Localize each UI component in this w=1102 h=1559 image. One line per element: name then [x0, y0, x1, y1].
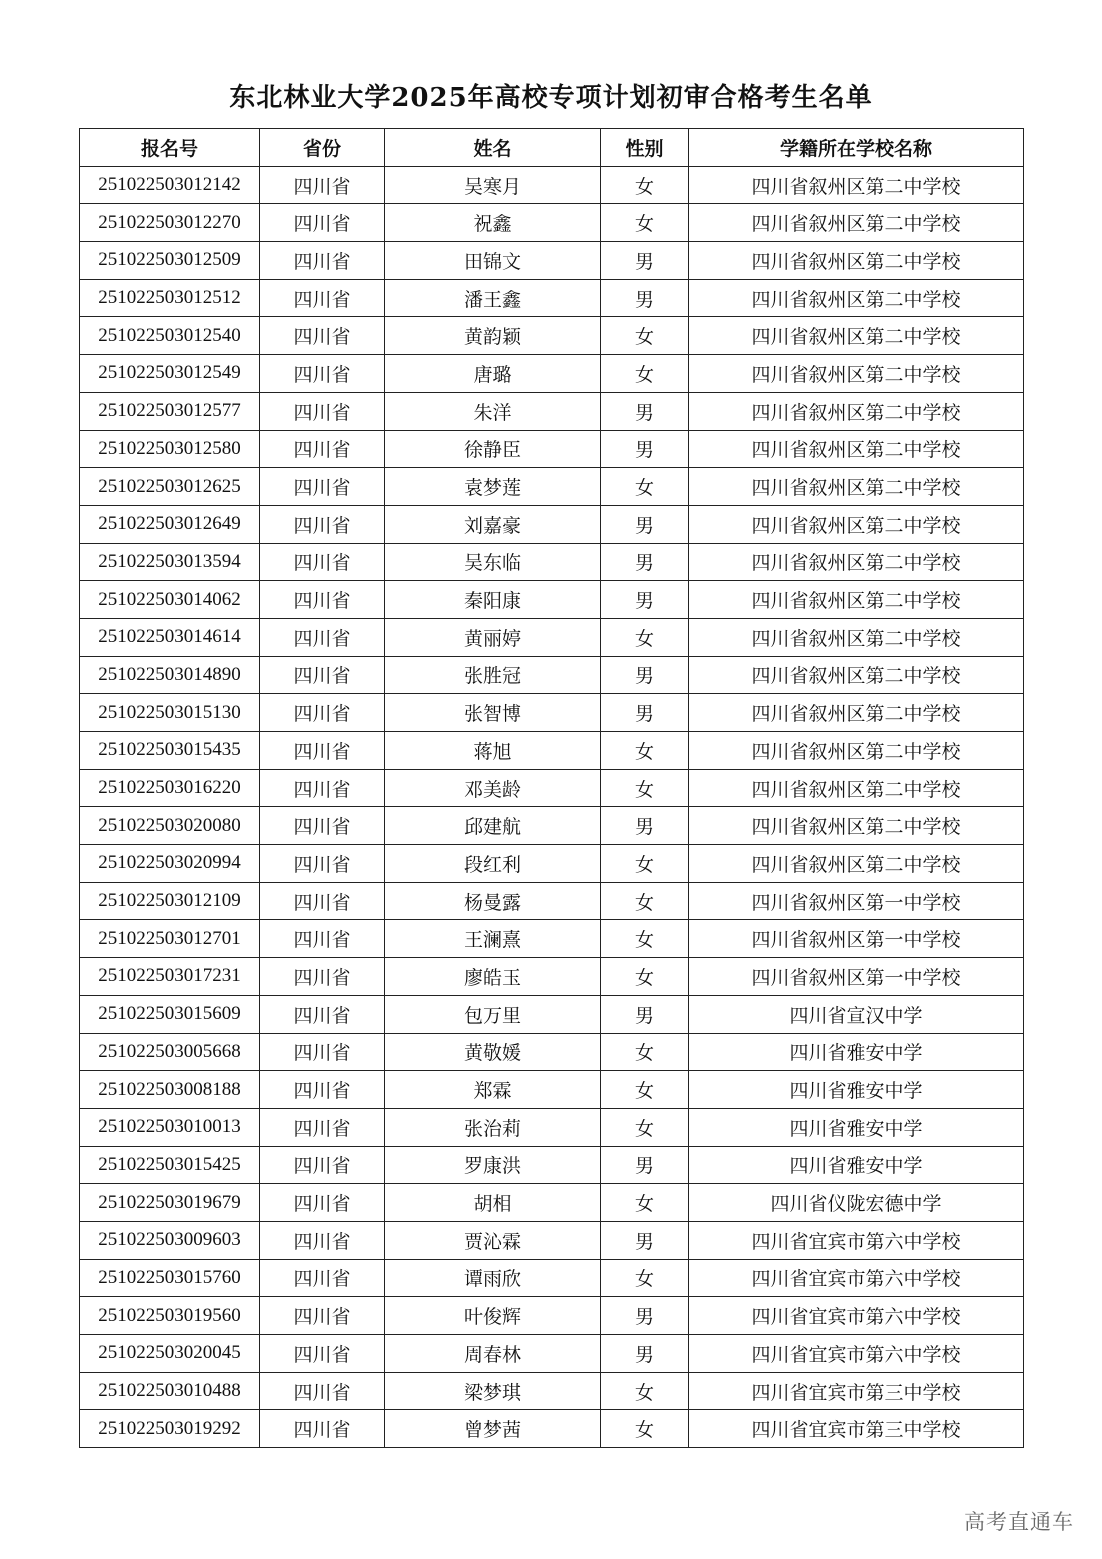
cell-registration-number: 251022503012649	[80, 505, 260, 543]
cell-name: 王澜熹	[385, 920, 601, 958]
cell-name: 邓美龄	[385, 769, 601, 807]
table-row	[80, 845, 1024, 883]
cell-registration-number: 251022503012109	[80, 882, 260, 920]
cell-school-name: 四川省雅安中学	[689, 1108, 1024, 1146]
cell-province: 四川省	[260, 317, 385, 355]
table-row	[80, 958, 1024, 996]
table-row	[80, 1033, 1024, 1071]
cell-name: 段红利	[385, 845, 601, 883]
cell-school-name: 四川省宜宾市第三中学校	[689, 1410, 1024, 1448]
cell-registration-number: 251022503015760	[80, 1259, 260, 1297]
cell-province: 四川省	[260, 1410, 385, 1448]
cell-gender: 男	[601, 1221, 689, 1259]
page-title: 东北林业大学2025年高校专项计划初审合格考生名单	[229, 83, 873, 113]
table-row	[80, 732, 1024, 770]
cell-gender: 女	[601, 732, 689, 770]
cell-province: 四川省	[260, 505, 385, 543]
cell-gender: 女	[601, 1372, 689, 1410]
cell-name: 徐静臣	[385, 430, 601, 468]
cell-registration-number: 251022503009603	[80, 1221, 260, 1259]
cell-province: 四川省	[260, 1372, 385, 1410]
cell-school-name: 四川省叙州区第二中学校	[689, 505, 1024, 543]
table-row	[80, 882, 1024, 920]
cell-gender: 女	[601, 1410, 689, 1448]
cell-gender: 男	[601, 995, 689, 1033]
cell-name: 胡相	[385, 1184, 601, 1222]
cell-gender: 女	[601, 618, 689, 656]
cell-school-name: 四川省叙州区第二中学校	[689, 392, 1024, 430]
cell-school-name: 四川省叙州区第二中学校	[689, 845, 1024, 883]
table-row	[80, 355, 1024, 393]
cell-school-name: 四川省叙州区第二中学校	[689, 543, 1024, 581]
table-row	[80, 1259, 1024, 1297]
cell-registration-number: 251022503012580	[80, 430, 260, 468]
cell-gender: 男	[601, 543, 689, 581]
cell-gender: 女	[601, 958, 689, 996]
cell-name: 杨曼露	[385, 882, 601, 920]
cell-registration-number: 251022503020045	[80, 1335, 260, 1373]
header-name: 姓名	[385, 129, 601, 167]
cell-school-name: 四川省雅安中学	[689, 1033, 1024, 1071]
cell-registration-number: 251022503013594	[80, 543, 260, 581]
cell-registration-number: 251022503012270	[80, 204, 260, 242]
cell-registration-number: 251022503012577	[80, 392, 260, 430]
cell-school-name: 四川省宜宾市第六中学校	[689, 1259, 1024, 1297]
cell-name: 谭雨欣	[385, 1259, 601, 1297]
table-header-row	[80, 129, 1024, 167]
table-row	[80, 1221, 1024, 1259]
cell-province: 四川省	[260, 995, 385, 1033]
cell-school-name: 四川省叙州区第二中学校	[689, 618, 1024, 656]
table-row	[80, 1372, 1024, 1410]
cell-province: 四川省	[260, 1297, 385, 1335]
table-row	[80, 1146, 1024, 1184]
cell-registration-number: 251022503010013	[80, 1108, 260, 1146]
cell-school-name: 四川省叙州区第二中学校	[689, 807, 1024, 845]
cell-school-name: 四川省叙州区第二中学校	[689, 279, 1024, 317]
cell-school-name: 四川省叙州区第一中学校	[689, 958, 1024, 996]
cell-gender: 女	[601, 1071, 689, 1109]
table-row	[80, 279, 1024, 317]
cell-registration-number: 251022503008188	[80, 1071, 260, 1109]
table-row	[80, 242, 1024, 280]
candidate-table	[79, 128, 1024, 1448]
cell-province: 四川省	[260, 1108, 385, 1146]
table-row	[80, 807, 1024, 845]
cell-registration-number: 251022503017231	[80, 958, 260, 996]
cell-registration-number: 251022503010488	[80, 1372, 260, 1410]
cell-name: 朱洋	[385, 392, 601, 430]
cell-name: 蒋旭	[385, 732, 601, 770]
header-province: 省份	[260, 129, 385, 167]
cell-school-name: 四川省叙州区第二中学校	[689, 317, 1024, 355]
cell-school-name: 四川省叙州区第二中学校	[689, 769, 1024, 807]
cell-gender: 女	[601, 920, 689, 958]
table-row	[80, 1108, 1024, 1146]
cell-registration-number: 251022503012540	[80, 317, 260, 355]
cell-school-name: 四川省叙州区第二中学校	[689, 242, 1024, 280]
cell-school-name: 四川省宜宾市第三中学校	[689, 1372, 1024, 1410]
cell-school-name: 四川省叙州区第二中学校	[689, 694, 1024, 732]
cell-registration-number: 251022503015609	[80, 995, 260, 1033]
header-registration-number: 报名号	[80, 129, 260, 167]
cell-gender: 女	[601, 845, 689, 883]
cell-province: 四川省	[260, 1184, 385, 1222]
table-row	[80, 618, 1024, 656]
cell-registration-number: 251022503015435	[80, 732, 260, 770]
table-row	[80, 468, 1024, 506]
cell-gender: 女	[601, 769, 689, 807]
cell-name: 黄韵颖	[385, 317, 601, 355]
cell-gender: 男	[601, 392, 689, 430]
header-gender: 性别	[601, 129, 689, 167]
cell-school-name: 四川省宜宾市第六中学校	[689, 1221, 1024, 1259]
table-body	[80, 166, 1024, 1447]
cell-name: 田锦文	[385, 242, 601, 280]
cell-gender: 女	[601, 882, 689, 920]
cell-registration-number: 251022503012625	[80, 468, 260, 506]
table-row	[80, 543, 1024, 581]
cell-registration-number: 251022503014890	[80, 656, 260, 694]
cell-gender: 女	[601, 204, 689, 242]
cell-gender: 女	[601, 166, 689, 204]
cell-province: 四川省	[260, 845, 385, 883]
cell-school-name: 四川省叙州区第二中学校	[689, 430, 1024, 468]
cell-registration-number: 251022503014062	[80, 581, 260, 619]
cell-province: 四川省	[260, 355, 385, 393]
cell-province: 四川省	[260, 618, 385, 656]
cell-name: 吴寒月	[385, 166, 601, 204]
cell-school-name: 四川省宣汉中学	[689, 995, 1024, 1033]
table-row	[80, 1071, 1024, 1109]
cell-name: 祝鑫	[385, 204, 601, 242]
cell-registration-number: 251022503020994	[80, 845, 260, 883]
cell-name: 黄敬媛	[385, 1033, 601, 1071]
cell-province: 四川省	[260, 430, 385, 468]
cell-gender: 女	[601, 317, 689, 355]
cell-province: 四川省	[260, 204, 385, 242]
table-row	[80, 1184, 1024, 1222]
cell-province: 四川省	[260, 242, 385, 280]
cell-province: 四川省	[260, 769, 385, 807]
cell-school-name: 四川省宜宾市第六中学校	[689, 1297, 1024, 1335]
cell-name: 廖皓玉	[385, 958, 601, 996]
cell-school-name: 四川省叙州区第二中学校	[689, 581, 1024, 619]
cell-name: 潘王鑫	[385, 279, 601, 317]
cell-province: 四川省	[260, 920, 385, 958]
cell-registration-number: 251022503020080	[80, 807, 260, 845]
cell-name: 贾沁霖	[385, 1221, 601, 1259]
table-row	[80, 166, 1024, 204]
watermark-text: 高考直通车	[964, 1510, 1074, 1534]
table-row	[80, 204, 1024, 242]
cell-province: 四川省	[260, 581, 385, 619]
cell-name: 周春林	[385, 1335, 601, 1373]
cell-name: 包万里	[385, 995, 601, 1033]
cell-province: 四川省	[260, 1071, 385, 1109]
cell-registration-number: 251022503012512	[80, 279, 260, 317]
cell-gender: 男	[601, 1335, 689, 1373]
cell-registration-number: 251022503019292	[80, 1410, 260, 1448]
cell-gender: 男	[601, 505, 689, 543]
cell-gender: 男	[601, 656, 689, 694]
cell-name: 张治莉	[385, 1108, 601, 1146]
table-row	[80, 1335, 1024, 1373]
cell-registration-number: 251022503015425	[80, 1146, 260, 1184]
cell-name: 吴东临	[385, 543, 601, 581]
cell-province: 四川省	[260, 543, 385, 581]
cell-registration-number: 251022503012549	[80, 355, 260, 393]
cell-province: 四川省	[260, 656, 385, 694]
cell-province: 四川省	[260, 1335, 385, 1373]
cell-name: 叶俊辉	[385, 1297, 601, 1335]
table-row	[80, 581, 1024, 619]
cell-school-name: 四川省叙州区第二中学校	[689, 166, 1024, 204]
header-school-name: 学籍所在学校名称	[689, 129, 1024, 167]
cell-province: 四川省	[260, 392, 385, 430]
cell-province: 四川省	[260, 1146, 385, 1184]
table-row	[80, 392, 1024, 430]
cell-school-name: 四川省雅安中学	[689, 1071, 1024, 1109]
cell-gender: 男	[601, 430, 689, 468]
cell-province: 四川省	[260, 732, 385, 770]
cell-province: 四川省	[260, 807, 385, 845]
cell-registration-number: 251022503012509	[80, 242, 260, 280]
cell-gender: 男	[601, 694, 689, 732]
table-row	[80, 1297, 1024, 1335]
cell-name: 邱建航	[385, 807, 601, 845]
table-row	[80, 505, 1024, 543]
cell-province: 四川省	[260, 1221, 385, 1259]
cell-name: 郑霖	[385, 1071, 601, 1109]
cell-province: 四川省	[260, 694, 385, 732]
cell-gender: 女	[601, 1033, 689, 1071]
cell-gender: 女	[601, 355, 689, 393]
cell-gender: 男	[601, 1146, 689, 1184]
cell-name: 袁梦莲	[385, 468, 601, 506]
cell-name: 罗康洪	[385, 1146, 601, 1184]
cell-registration-number: 251022503012701	[80, 920, 260, 958]
table-row	[80, 995, 1024, 1033]
cell-registration-number: 251022503005668	[80, 1033, 260, 1071]
table-row	[80, 769, 1024, 807]
cell-school-name: 四川省叙州区第二中学校	[689, 204, 1024, 242]
cell-name: 黄丽婷	[385, 618, 601, 656]
cell-school-name: 四川省雅安中学	[689, 1146, 1024, 1184]
table-row	[80, 317, 1024, 355]
cell-registration-number: 251022503012142	[80, 166, 260, 204]
cell-gender: 男	[601, 581, 689, 619]
cell-name: 张智博	[385, 694, 601, 732]
cell-name: 张胜冠	[385, 656, 601, 694]
cell-registration-number: 251022503019560	[80, 1297, 260, 1335]
cell-name: 秦阳康	[385, 581, 601, 619]
cell-name: 曾梦茜	[385, 1410, 601, 1448]
cell-gender: 女	[601, 1259, 689, 1297]
cell-registration-number: 251022503016220	[80, 769, 260, 807]
cell-registration-number: 251022503019679	[80, 1184, 260, 1222]
cell-province: 四川省	[260, 468, 385, 506]
table-row	[80, 920, 1024, 958]
table-row	[80, 694, 1024, 732]
cell-gender: 男	[601, 1297, 689, 1335]
cell-gender: 女	[601, 1108, 689, 1146]
cell-registration-number: 251022503014614	[80, 618, 260, 656]
cell-name: 梁梦琪	[385, 1372, 601, 1410]
cell-school-name: 四川省叙州区第一中学校	[689, 882, 1024, 920]
cell-gender: 女	[601, 1184, 689, 1222]
cell-gender: 男	[601, 807, 689, 845]
cell-province: 四川省	[260, 958, 385, 996]
cell-registration-number: 251022503015130	[80, 694, 260, 732]
cell-school-name: 四川省仪陇宏德中学	[689, 1184, 1024, 1222]
cell-province: 四川省	[260, 1033, 385, 1071]
cell-school-name: 四川省叙州区第一中学校	[689, 920, 1024, 958]
cell-province: 四川省	[260, 882, 385, 920]
cell-school-name: 四川省叙州区第二中学校	[689, 656, 1024, 694]
cell-name: 刘嘉豪	[385, 505, 601, 543]
cell-province: 四川省	[260, 1259, 385, 1297]
table-row	[80, 1410, 1024, 1448]
cell-school-name: 四川省叙州区第二中学校	[689, 468, 1024, 506]
cell-province: 四川省	[260, 166, 385, 204]
table-row	[80, 656, 1024, 694]
cell-school-name: 四川省叙州区第二中学校	[689, 355, 1024, 393]
cell-school-name: 四川省叙州区第二中学校	[689, 732, 1024, 770]
cell-gender: 男	[601, 279, 689, 317]
cell-province: 四川省	[260, 279, 385, 317]
cell-school-name: 四川省宜宾市第六中学校	[689, 1335, 1024, 1373]
cell-name: 唐璐	[385, 355, 601, 393]
cell-gender: 男	[601, 242, 689, 280]
cell-gender: 女	[601, 468, 689, 506]
table-row	[80, 430, 1024, 468]
